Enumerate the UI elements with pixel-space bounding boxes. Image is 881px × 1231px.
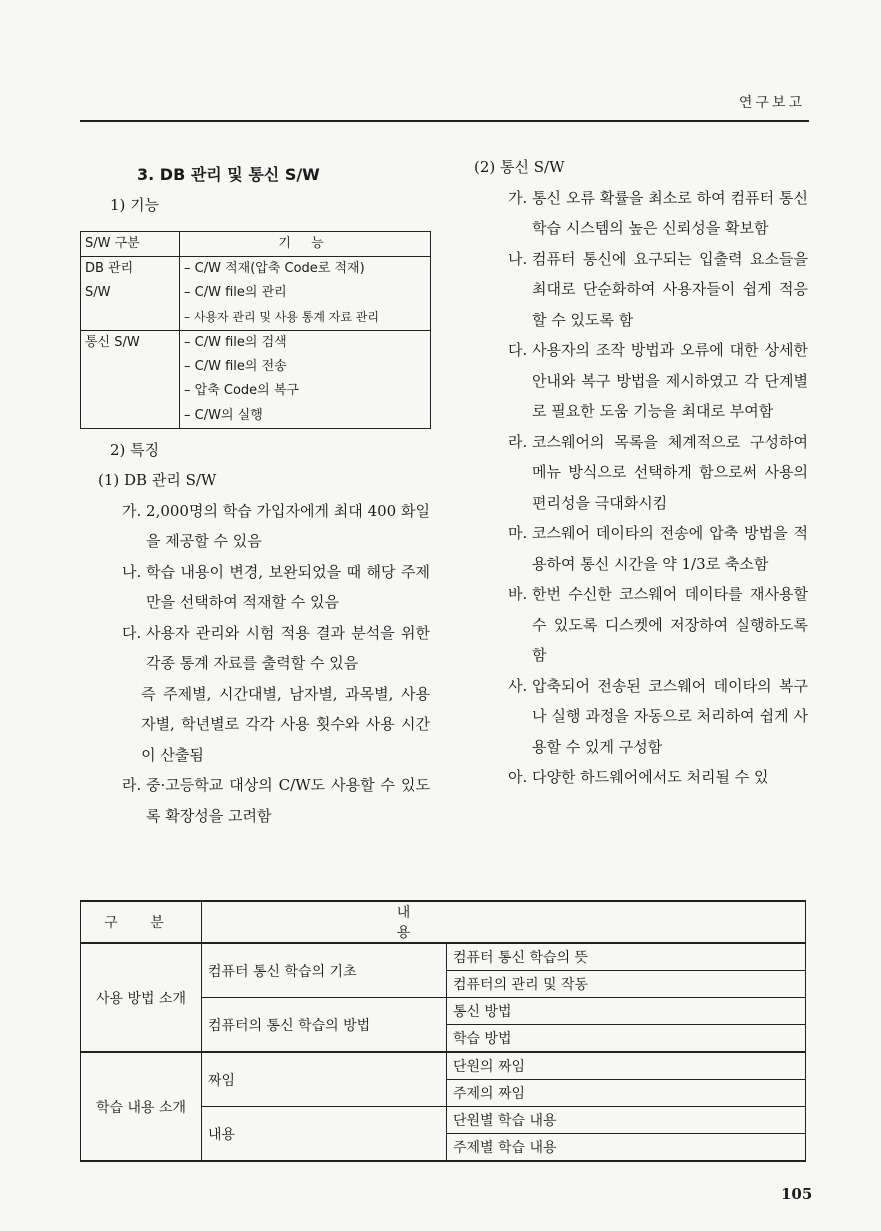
list-item: 다. 사용자의 조작 방법과 오류에 대한 상세한 안내와 복구 방법을 제시하였고 각 단계별로 필요한 도움 기능을 최대로 부여함 (508, 341, 808, 420)
table-cell-functions: – C/W 적재(압축 Code로 적재) – C/W file의 관리 – 사용자 관리 및 사용 통계 자료 관리 (180, 256, 431, 330)
right-column (474, 152, 808, 793)
table-cell-topic: 컴퓨터 통신 학습의 기초 (202, 943, 447, 998)
running-header: 연구보고 (738, 95, 805, 111)
table-row (81, 330, 431, 428)
table-cell-group: 사용 방법 소개 (81, 943, 202, 1052)
page-number: 105 (781, 1185, 813, 1203)
list-item: 라. 중·고등학교 대상의 C/W도 사용할 수 있도록 확장성을 고려함 (122, 776, 430, 825)
table-cell-topic: 컴퓨터의 통신 학습의 방법 (202, 998, 447, 1053)
table-cell-detail: 컴퓨터의 관리 및 작동 (447, 971, 806, 998)
list-item: 다. 사용자 관리와 시험 적용 결과 분석을 위한 각종 통계 자료를 출력할 수 있음 (122, 623, 430, 673)
table-cell-detail: 컴퓨터 통신 학습의 뜻 (447, 943, 806, 971)
function-table-header (81, 231, 431, 256)
table-row (81, 1052, 806, 1080)
list-item: 가. 2,000명의 학습 가입자에게 최대 400 화일을 제공할 수 있음 (122, 501, 430, 551)
table-cell-category: DB 관리 S/W (81, 256, 180, 330)
content-table-wrap (80, 900, 806, 1162)
list-item: 마. 코스웨어 데이타의 전송에 압축 방법을 적용하여 통신 시간을 약 1/3로 축소함 (508, 524, 808, 573)
list-item: 즉 주제별, 시간대별, 남자별, 과목별, 사용자별, 학년별로 각각 사용 횟수와 사용 시간이 산출됨 (141, 684, 430, 764)
function-table-header-function: 기 능 (180, 231, 431, 256)
table-cell-detail: 단원의 짜임 (447, 1052, 806, 1080)
header-rule (80, 120, 809, 122)
subheading-functions: 1) 기능 (110, 196, 160, 214)
content-table-header-category: 구 분 (81, 901, 202, 943)
table-cell-detail: 단원별 학습 내용 (447, 1107, 806, 1134)
function-table-header-category: S/W 구분 (81, 231, 180, 256)
list-item: 나. 학습 내용이 변경, 보완되었을 때 해당 주제만을 선택하여 적재할 수 있음 (122, 562, 430, 612)
table-cell-category: 통신 S/W (81, 330, 180, 428)
item-comm-sw: (2) 통신 S/W (474, 158, 565, 176)
left-column (80, 160, 430, 831)
table-row (81, 943, 806, 971)
table-cell-detail: 주제별 학습 내용 (447, 1134, 806, 1162)
section-title: 3. DB 관리 및 통신 S/W (137, 165, 320, 184)
table-cell-functions: – C/W file의 검색 – C/W file의 전송 – 압축 Code의 복구 – C/W의 실행 (180, 330, 431, 428)
table-row (81, 256, 431, 330)
table-cell-group: 학습 내용 소개 (81, 1052, 202, 1161)
list-item: 가. 통신 오류 확률을 최소로 하여 컴퓨터 통신 학습 시스템의 높은 신뢰성을 확보함 (508, 188, 808, 237)
table-cell-topic: 짜임 (202, 1052, 447, 1107)
list-item: 나. 컴퓨터 통신에 요구되는 입출력 요소들을 최대로 단순화하여 사용자들이 쉽게 적응할 수 있도록 함 (508, 249, 808, 329)
function-table (80, 231, 431, 429)
list-item: 라. 코스웨어의 목록을 체계적으로 구성하여 메뉴 방식으로 선택하게 함으로써 사용의 편리성을 극대화시킴 (508, 432, 808, 512)
list-item: 아. 다양한 하드웨어에서도 처리될 수 있 (508, 768, 769, 786)
content-table-header-content: 내 용 (202, 901, 806, 943)
item-db-sw: (1) DB 관리 S/W (98, 471, 217, 490)
table-cell-detail: 학습 방법 (447, 1025, 806, 1053)
table-cell-detail: 주제의 짜임 (447, 1080, 806, 1107)
content-table-header (81, 901, 806, 943)
list-item: 사. 압축되어 전송된 코스웨어 데이타의 복구나 실행 과정을 자동으로 처리하여 쉽게 사용할 수 있게 구성함 (508, 676, 808, 756)
table-cell-detail: 통신 방법 (447, 998, 806, 1025)
table-cell-topic: 내용 (202, 1107, 447, 1162)
content-table (80, 900, 806, 1162)
list-item: 바. 한번 수신한 코스웨어 데이타를 재사용할 수 있도록 디스켓에 저장하여 실행하도록 함 (508, 585, 808, 664)
subheading-features: 2) 특징 (110, 440, 160, 459)
